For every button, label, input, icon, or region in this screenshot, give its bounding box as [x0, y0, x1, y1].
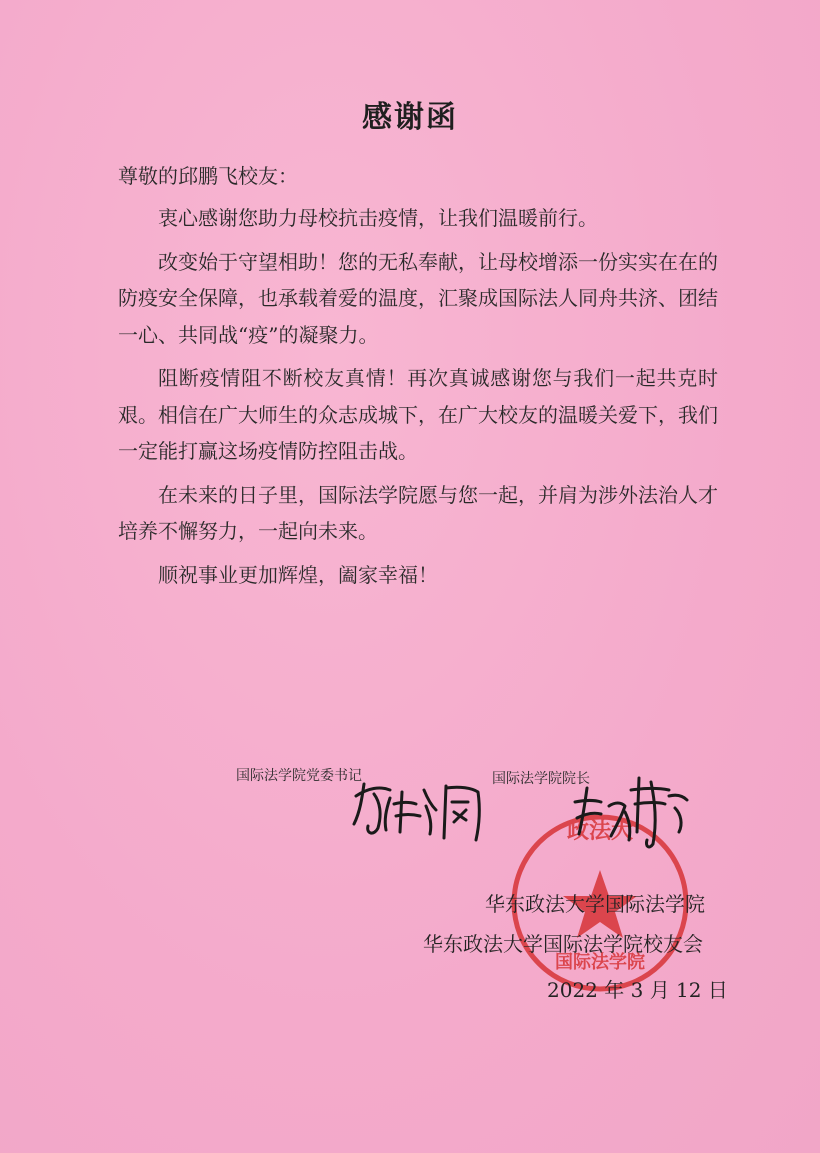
party-secretary-signature [350, 776, 490, 846]
seal-text-glyph: 政法大 [566, 818, 634, 844]
dean-label: 国际法学院院长 [492, 771, 590, 787]
paragraph-4: 在未来的日子里，国际法学院愿与您一起，并肩为涉外法治人才培养不懈努力，一起向未来。 [118, 482, 718, 543]
letter-date: 2022 年 3 月 12 日 [547, 978, 728, 1002]
paragraph-1: 衷心感谢您助力母校抗击疫情，让我们温暖前行。 [158, 206, 598, 230]
paragraph-5: 顺祝事业更加辉煌，阖家幸福！ [158, 562, 438, 587]
letter-body [118, 200, 718, 593]
seal-text-bottom-glyph: 国际法学院 [555, 952, 645, 973]
salutation: 尊敬的邱鹏飞校友： [118, 164, 298, 188]
party-secretary-label: 国际法学院党委书记 [236, 768, 362, 784]
paragraph-3: 阻断疫情阻不断校友真情！再次真诚感谢您与我们一起共克时艰。相信在广大师生的众志成城下，在广大校友的温暖关爱下，我们一定能打赢这场疫情防控阻击战。 [118, 366, 718, 463]
dean-signature [565, 772, 695, 852]
organization-alumni-association: 华东政法大学国际法学院校友会 [423, 932, 703, 956]
organization-school: 华东政法大学国际法学院 [485, 892, 705, 916]
letter-title: 感谢函 [362, 100, 458, 135]
paragraph-2: 改变始于守望相助！您的无私奉献，让母校增添一份实实在在的防疫安全保障，也承载着爱的温度，汇聚成国际法人同舟共济、团结一心、共同战“疫”的凝聚力。 [118, 249, 718, 347]
